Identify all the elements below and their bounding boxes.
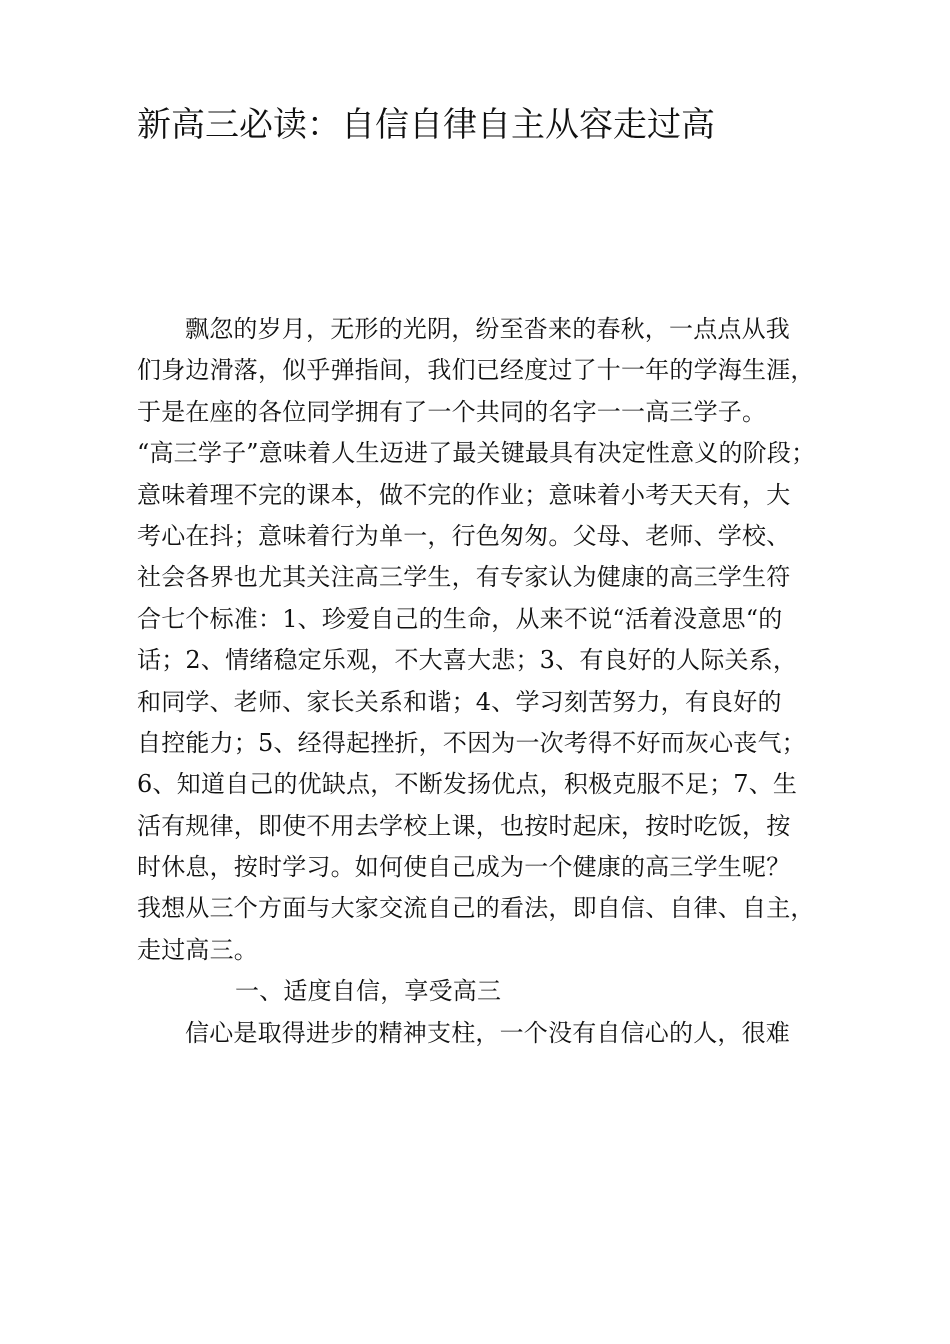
text-line: 走过高三。: [137, 935, 258, 964]
text-line: 们身边滑落，似乎弹指间，我们已经度过了十一年的学海生涯，: [137, 356, 815, 385]
text-line: 合七个标准：1、珍爱自己的生命，从来不说“活着没意思“的: [137, 604, 783, 633]
text-line: 时休息，按时学习。如何使自己成为一个健康的高三学生呢？: [137, 853, 791, 882]
text-line: 考心在抖；意味着行为单一，行色匆匆。父母、老师、学校、: [137, 521, 791, 550]
text-line: 于是在座的各位同学拥有了一个共同的名字一一高三学子。: [137, 397, 767, 426]
text-line: 社会各界也尤其关注高三学生，有专家认为健康的高三学生符: [137, 563, 791, 592]
text-line: “高三学子”意味着人生迈进了最关键最具有决定性意义的阶段；: [137, 439, 816, 468]
text-line: 意味着理不完的课本，做不完的作业；意味着小考天天有，大: [137, 480, 791, 509]
section-heading: 一、适度自信，享受高三: [235, 977, 502, 1006]
text-line: 和同学、老师、家长关系和谐；4、学习刻苦努力，有良好的: [137, 687, 782, 716]
text-line: 活有规律，即使不用去学校上课，也按时起床，按时吃饭，按: [137, 811, 791, 840]
text-line: 6、知道自己的优缺点，不断发扬优点，积极克服不足；7、生: [137, 770, 798, 799]
text-line: 飘忽的岁月，无形的光阴，纷至沓来的春秋，一点点从我: [185, 315, 790, 343]
text-line: 话；2、情绪稳定乐观，不大喜大悲；3、有良好的人际关系，: [137, 646, 798, 675]
text-line: 自控能力；5、经得起挫折，不因为一次考得不好而灰心丧气；: [137, 728, 806, 757]
text-line: 我想从三个方面与大家交流自己的看法，即自信、自律、自主，: [137, 894, 815, 923]
document-title: 新高三必读：自信自律自主从容走过高: [137, 105, 715, 145]
body-text: [137, 309, 837, 1054]
text-line: 信心是取得进步的精神支柱，一个没有自信心的人，很难: [185, 1018, 790, 1047]
